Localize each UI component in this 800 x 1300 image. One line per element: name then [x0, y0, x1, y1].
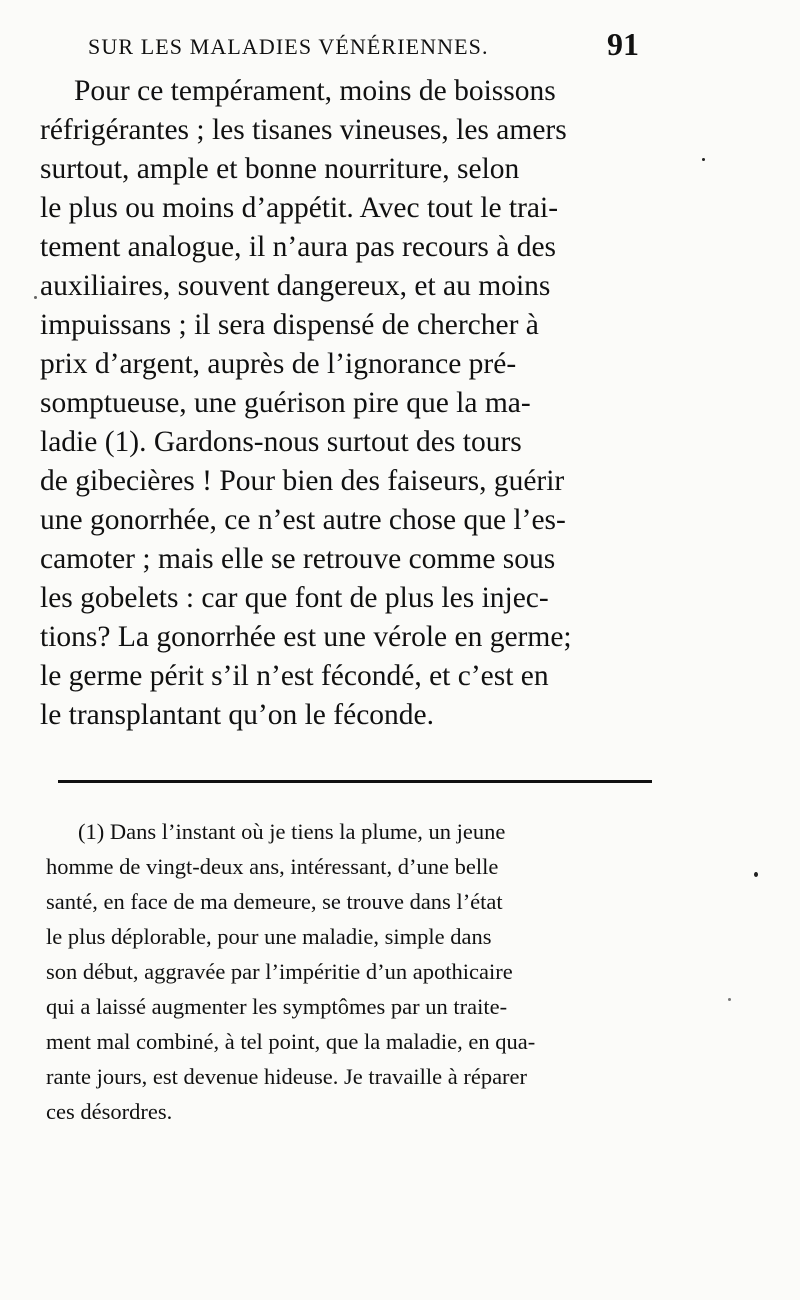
- text-line: le germe périt s’il n’est fécondé, et c’est en: [40, 660, 549, 692]
- page-header: [0, 0, 800, 76]
- footnote-line: rante jours, est devenue hideuse. Je travaille à réparer: [46, 1064, 528, 1089]
- text-line: une gonorrhée, ce n’est autre chose que l’es-: [40, 504, 566, 536]
- running-head: SUR LES MALADIES VÉNÉRIENNES.: [88, 34, 489, 59]
- footnote-line: ment mal combiné, à tel point, que la maladie, en qua-: [46, 1029, 536, 1054]
- text-line: auxiliaires, souvent dangereux, et au moins: [40, 270, 551, 302]
- footnote-line: homme de vingt-deux ans, intéressant, d’une belle: [46, 854, 499, 879]
- text-line: les gobelets : car que font de plus les injec-: [40, 582, 549, 614]
- text-line: tions? La gonorrhée est une vérole en germe;: [40, 621, 572, 653]
- text-line: tement analogue, il n’aura pas recours à des: [40, 231, 557, 263]
- text-line: de gibecières ! Pour bien des faiseurs, guérir: [40, 465, 565, 497]
- ink-speck: [728, 998, 731, 1001]
- text-line: Pour ce tempérament, moins de boissons: [74, 75, 556, 107]
- text-line: le plus ou moins d’appétit. Avec tout le trai-: [40, 192, 559, 224]
- footnote-line: le plus déplorable, pour une maladie, simple dans: [46, 924, 492, 949]
- footnote-line: ces désordres.: [46, 1099, 173, 1124]
- footnote-line: santé, en face de ma demeure, se trouve dans l’état: [46, 889, 503, 914]
- text-line: somptueuse, une guérison pire que la ma-: [40, 387, 531, 419]
- footnote-line: qui a laissé augmenter les symptômes par un traite-: [46, 994, 508, 1019]
- text-line: prix d’argent, auprès de l’ignorance pré-: [40, 348, 517, 380]
- text-line: camoter ; mais elle se retrouve comme sous: [40, 543, 556, 575]
- text-line: réfrigérantes ; les tisanes vineuses, les amers: [40, 114, 567, 146]
- text-line: ladie (1). Gardons-nous surtout des tours: [40, 426, 522, 458]
- page-number: 91: [607, 26, 639, 62]
- footnote-line: son début, aggravée par l’impéritie d’un apothicaire: [46, 959, 513, 984]
- text-line: impuissans ; il sera dispensé de chercher à: [40, 309, 539, 341]
- footnote-divider: [58, 780, 652, 783]
- footnote-line: (1) Dans l’instant où je tiens la plume, un jeune: [78, 819, 506, 844]
- ink-speck: [34, 296, 37, 299]
- text-line: surtout, ample et bonne nourriture, selon: [40, 153, 520, 185]
- ink-speck: [754, 872, 758, 877]
- ink-speck: [702, 158, 705, 161]
- text-line: le transplantant qu’on le féconde.: [40, 699, 435, 731]
